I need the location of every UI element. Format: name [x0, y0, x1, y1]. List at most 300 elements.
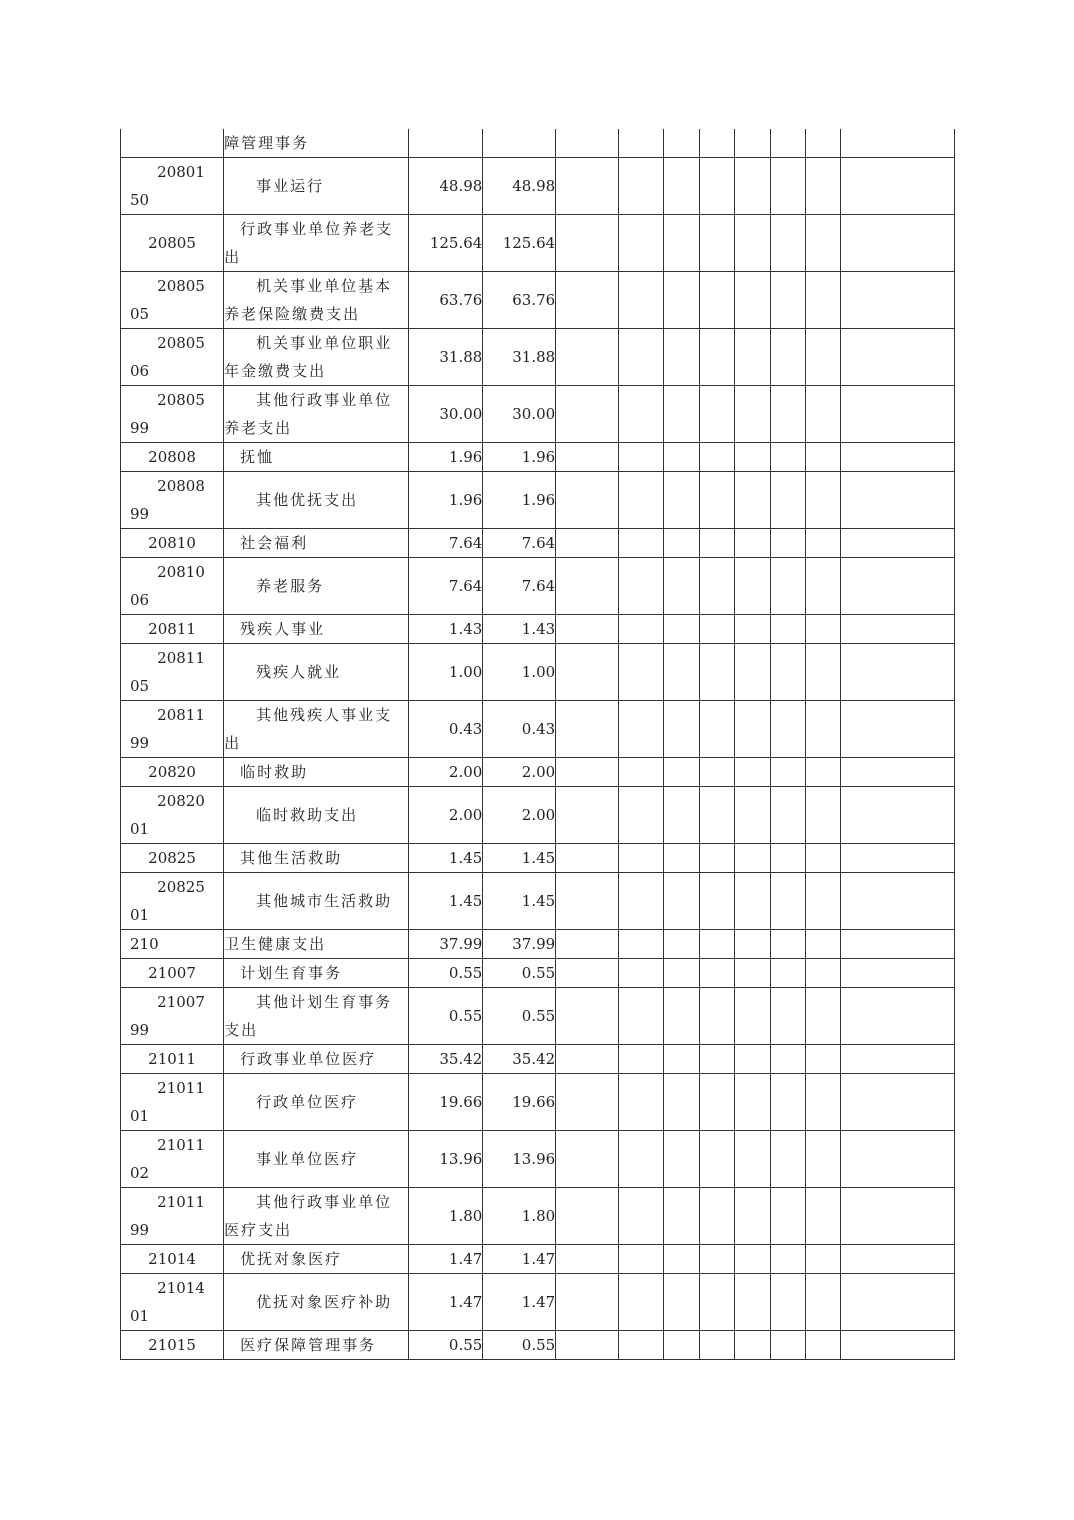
code-suffix: 06: [130, 362, 150, 380]
empty-cell: [618, 472, 664, 529]
empty-cell: [841, 472, 955, 529]
empty-cell: [841, 615, 955, 644]
empty-cell: [556, 158, 618, 215]
total-amount: 7.64: [409, 558, 483, 615]
table-row: [121, 1245, 955, 1274]
empty-cell: [556, 472, 618, 529]
item-name-cell: [224, 844, 409, 873]
empty-cell: [735, 701, 770, 758]
empty-cell: [806, 1331, 841, 1360]
total-amount: 1.47: [409, 1274, 483, 1331]
item-name: 其他行政事业单位医疗支出: [224, 1193, 393, 1239]
empty-cell: [841, 443, 955, 472]
empty-cell: [618, 1131, 664, 1188]
code-prefix: 20811: [157, 706, 205, 724]
empty-cell: [699, 1074, 734, 1131]
code-cell: [121, 329, 224, 386]
empty-cell: [556, 1274, 618, 1331]
code-suffix: 01: [130, 1307, 150, 1325]
empty-cell: [806, 1188, 841, 1245]
item-name-cell: [224, 215, 409, 272]
item-name-cell: [224, 1274, 409, 1331]
general-budget-amount: 1.47: [483, 1274, 556, 1331]
code-cell: [121, 844, 224, 873]
item-name: 优抚对象医疗补助: [256, 1293, 393, 1311]
empty-cell: [806, 1274, 841, 1331]
empty-cell: [556, 844, 618, 873]
total-amount: 7.64: [409, 529, 483, 558]
code-suffix: 02: [130, 1164, 150, 1182]
item-name-cell: [224, 1188, 409, 1245]
item-name-cell: [224, 386, 409, 443]
empty-cell: [699, 443, 734, 472]
empty-cell: [841, 787, 955, 844]
total-amount: 0.55: [409, 959, 483, 988]
empty-cell: [618, 959, 664, 988]
empty-cell: [806, 443, 841, 472]
empty-cell: [735, 988, 770, 1045]
item-name-cell: [224, 129, 409, 158]
code-cell: [121, 988, 224, 1045]
empty-cell: [735, 615, 770, 644]
empty-cell: [699, 758, 734, 787]
code-value: 20808: [148, 448, 196, 466]
code-cell: [121, 1188, 224, 1245]
code-value: 210: [130, 935, 159, 953]
empty-cell: [618, 844, 664, 873]
item-name: 临时救助: [240, 763, 309, 781]
empty-cell: [556, 1245, 618, 1274]
empty-cell: [664, 443, 699, 472]
empty-cell: [806, 873, 841, 930]
empty-cell: [806, 272, 841, 329]
empty-cell: [735, 1274, 770, 1331]
item-name-cell: [224, 1045, 409, 1074]
budget-table: [120, 129, 955, 1360]
empty-cell: [735, 1331, 770, 1360]
empty-cell: [699, 615, 734, 644]
empty-cell: [735, 386, 770, 443]
table-row: [121, 787, 955, 844]
empty-cell: [664, 959, 699, 988]
empty-cell: [556, 215, 618, 272]
total-amount: 1.80: [409, 1188, 483, 1245]
empty-cell: [556, 930, 618, 959]
empty-cell: [556, 959, 618, 988]
code-prefix: 20820: [157, 792, 205, 810]
item-name-cell: [224, 701, 409, 758]
empty-cell: [841, 930, 955, 959]
empty-cell: [841, 386, 955, 443]
empty-cell: [556, 1074, 618, 1131]
empty-cell: [806, 1074, 841, 1131]
empty-cell: [618, 1245, 664, 1274]
item-name: 其他残疾人事业支出: [224, 706, 393, 752]
item-name: 行政事业单位医疗: [240, 1050, 377, 1068]
empty-cell: [735, 644, 770, 701]
empty-cell: [770, 615, 805, 644]
empty-cell: [735, 1074, 770, 1131]
empty-cell: [699, 930, 734, 959]
item-name: 卫生健康支出: [224, 935, 327, 953]
empty-cell: [618, 1074, 664, 1131]
table-row: [121, 1074, 955, 1131]
item-name-cell: [224, 930, 409, 959]
empty-cell: [841, 959, 955, 988]
total-amount: 2.00: [409, 758, 483, 787]
total-amount: 30.00: [409, 386, 483, 443]
empty-cell: [841, 1188, 955, 1245]
empty-cell: [664, 1274, 699, 1331]
code-cell: [121, 529, 224, 558]
table-row: [121, 873, 955, 930]
empty-cell: [806, 615, 841, 644]
empty-cell: [770, 272, 805, 329]
empty-cell: [770, 129, 805, 158]
empty-cell: [556, 129, 618, 158]
empty-cell: [699, 1188, 734, 1245]
code-prefix: 20805: [157, 334, 205, 352]
empty-cell: [556, 873, 618, 930]
total-amount: 1.47: [409, 1245, 483, 1274]
empty-cell: [841, 129, 955, 158]
empty-cell: [841, 1245, 955, 1274]
general-budget-amount: 7.64: [483, 558, 556, 615]
empty-cell: [664, 873, 699, 930]
code-cell: [121, 558, 224, 615]
item-name: 养老服务: [256, 577, 325, 595]
code-cell: [121, 1245, 224, 1274]
empty-cell: [770, 158, 805, 215]
empty-cell: [699, 158, 734, 215]
code-prefix: 20805: [157, 277, 205, 295]
empty-cell: [770, 1045, 805, 1074]
empty-cell: [841, 1331, 955, 1360]
table-row: [121, 930, 955, 959]
table-row: [121, 472, 955, 529]
item-name: 其他城市生活救助: [256, 892, 393, 910]
empty-cell: [664, 1074, 699, 1131]
empty-cell: [735, 443, 770, 472]
code-value: 20805: [148, 234, 196, 252]
table-row: [121, 615, 955, 644]
total-amount: 13.96: [409, 1131, 483, 1188]
empty-cell: [664, 615, 699, 644]
empty-cell: [699, 873, 734, 930]
item-name-cell: [224, 1131, 409, 1188]
empty-cell: [618, 1188, 664, 1245]
empty-cell: [806, 129, 841, 158]
code-cell: [121, 701, 224, 758]
code-suffix: 99: [130, 419, 150, 437]
empty-cell: [699, 644, 734, 701]
empty-cell: [556, 1131, 618, 1188]
table-row: [121, 1045, 955, 1074]
empty-cell: [735, 215, 770, 272]
empty-cell: [556, 758, 618, 787]
empty-cell: [841, 558, 955, 615]
empty-cell: [699, 1131, 734, 1188]
code-suffix: 50: [130, 191, 150, 209]
table-row: [121, 701, 955, 758]
empty-cell: [699, 787, 734, 844]
code-value: 20811: [148, 620, 196, 638]
empty-cell: [735, 529, 770, 558]
code-prefix: 21007: [157, 993, 205, 1011]
total-amount: 1.96: [409, 443, 483, 472]
empty-cell: [735, 1245, 770, 1274]
empty-cell: [770, 959, 805, 988]
empty-cell: [699, 1245, 734, 1274]
empty-cell: [735, 959, 770, 988]
empty-cell: [618, 1331, 664, 1360]
item-name-cell: [224, 1331, 409, 1360]
item-name-cell: [224, 272, 409, 329]
empty-cell: [618, 386, 664, 443]
empty-cell: [664, 558, 699, 615]
empty-cell: [556, 644, 618, 701]
empty-cell: [618, 644, 664, 701]
general-budget-amount: 1.45: [483, 844, 556, 873]
general-budget-amount: 35.42: [483, 1045, 556, 1074]
table-row: [121, 644, 955, 701]
general-budget-amount: 125.64: [483, 215, 556, 272]
empty-cell: [806, 701, 841, 758]
empty-cell: [806, 529, 841, 558]
empty-cell: [664, 1131, 699, 1188]
empty-cell: [806, 329, 841, 386]
general-budget-amount: 2.00: [483, 758, 556, 787]
empty-cell: [664, 844, 699, 873]
code-cell: [121, 158, 224, 215]
item-name: 计划生育事务: [240, 964, 343, 982]
empty-cell: [664, 758, 699, 787]
item-name-cell: [224, 558, 409, 615]
general-budget-amount: [483, 129, 556, 158]
empty-cell: [841, 844, 955, 873]
empty-cell: [806, 386, 841, 443]
empty-cell: [664, 529, 699, 558]
empty-cell: [806, 1245, 841, 1274]
empty-cell: [664, 988, 699, 1045]
empty-cell: [770, 988, 805, 1045]
empty-cell: [735, 472, 770, 529]
total-amount: 0.55: [409, 988, 483, 1045]
code-suffix: 99: [130, 1221, 150, 1239]
empty-cell: [664, 787, 699, 844]
empty-cell: [664, 930, 699, 959]
total-amount: 19.66: [409, 1074, 483, 1131]
empty-cell: [664, 1245, 699, 1274]
code-cell: [121, 129, 224, 158]
empty-cell: [699, 1331, 734, 1360]
code-cell: [121, 472, 224, 529]
table-row: [121, 1188, 955, 1245]
item-name: 机关事业单位基本养老保险缴费支出: [224, 277, 393, 323]
general-budget-amount: 2.00: [483, 787, 556, 844]
general-budget-amount: 19.66: [483, 1074, 556, 1131]
empty-cell: [806, 215, 841, 272]
item-name-cell: [224, 644, 409, 701]
empty-cell: [699, 472, 734, 529]
empty-cell: [841, 1045, 955, 1074]
table-row: [121, 443, 955, 472]
table-row: [121, 758, 955, 787]
item-name: 残疾人就业: [256, 663, 342, 681]
total-amount: 2.00: [409, 787, 483, 844]
empty-cell: [770, 529, 805, 558]
code-cell: [121, 443, 224, 472]
empty-cell: [841, 215, 955, 272]
code-value: 21011: [148, 1050, 196, 1068]
empty-cell: [664, 644, 699, 701]
empty-cell: [806, 758, 841, 787]
empty-cell: [618, 558, 664, 615]
total-amount: 31.88: [409, 329, 483, 386]
empty-cell: [770, 1274, 805, 1331]
general-budget-amount: 1.47: [483, 1245, 556, 1274]
table-row: [121, 158, 955, 215]
general-budget-amount: 0.43: [483, 701, 556, 758]
code-cell: [121, 1331, 224, 1360]
empty-cell: [699, 959, 734, 988]
empty-cell: [770, 386, 805, 443]
code-cell: [121, 215, 224, 272]
item-name: 其他行政事业单位养老支出: [224, 391, 393, 437]
code-prefix: 20825: [157, 878, 205, 896]
item-name-cell: [224, 329, 409, 386]
empty-cell: [806, 787, 841, 844]
empty-cell: [699, 1045, 734, 1074]
code-cell: [121, 1131, 224, 1188]
empty-cell: [735, 873, 770, 930]
empty-cell: [806, 959, 841, 988]
empty-cell: [770, 443, 805, 472]
general-budget-amount: 37.99: [483, 930, 556, 959]
empty-cell: [770, 558, 805, 615]
item-name-cell: [224, 787, 409, 844]
total-amount: 1.45: [409, 844, 483, 873]
total-amount: 1.00: [409, 644, 483, 701]
code-value: 21014: [148, 1250, 196, 1268]
empty-cell: [664, 472, 699, 529]
empty-cell: [841, 529, 955, 558]
empty-cell: [770, 644, 805, 701]
code-cell: [121, 959, 224, 988]
item-name: 事业运行: [256, 177, 325, 195]
general-budget-amount: 7.64: [483, 529, 556, 558]
empty-cell: [664, 329, 699, 386]
table-row: [121, 386, 955, 443]
empty-cell: [841, 329, 955, 386]
total-amount: 125.64: [409, 215, 483, 272]
empty-cell: [770, 1245, 805, 1274]
empty-cell: [699, 558, 734, 615]
empty-cell: [770, 930, 805, 959]
empty-cell: [556, 329, 618, 386]
item-name: 其他优抚支出: [256, 491, 359, 509]
empty-cell: [735, 129, 770, 158]
item-name: 临时救助支出: [256, 806, 359, 824]
empty-cell: [618, 758, 664, 787]
general-budget-amount: 1.80: [483, 1188, 556, 1245]
code-suffix: 01: [130, 1107, 150, 1125]
empty-cell: [699, 844, 734, 873]
code-prefix: 21014: [157, 1279, 205, 1297]
code-prefix: 20801: [157, 163, 205, 181]
empty-cell: [556, 386, 618, 443]
total-amount: 1.43: [409, 615, 483, 644]
empty-cell: [770, 1331, 805, 1360]
code-cell: [121, 1045, 224, 1074]
code-cell: [121, 386, 224, 443]
item-name: 其他计划生育事务支出: [224, 993, 393, 1039]
empty-cell: [664, 1188, 699, 1245]
general-budget-amount: 1.96: [483, 443, 556, 472]
empty-cell: [556, 787, 618, 844]
empty-cell: [841, 158, 955, 215]
item-name: 障管理事务: [224, 134, 310, 152]
general-budget-amount: 1.00: [483, 644, 556, 701]
code-suffix: 99: [130, 505, 150, 523]
total-amount: 63.76: [409, 272, 483, 329]
table-row: [121, 558, 955, 615]
table-body: [121, 129, 955, 1360]
empty-cell: [735, 1045, 770, 1074]
code-cell: [121, 758, 224, 787]
table-row: [121, 1331, 955, 1360]
empty-cell: [806, 844, 841, 873]
table-row: [121, 1274, 955, 1331]
empty-cell: [556, 988, 618, 1045]
table-row: [121, 988, 955, 1045]
code-cell: [121, 644, 224, 701]
table-row: [121, 959, 955, 988]
code-prefix: 21011: [157, 1136, 205, 1154]
empty-cell: [806, 1131, 841, 1188]
empty-cell: [735, 1131, 770, 1188]
empty-cell: [618, 158, 664, 215]
empty-cell: [841, 758, 955, 787]
empty-cell: [770, 329, 805, 386]
code-value: 21015: [148, 1336, 196, 1354]
item-name: 机关事业单位职业年金缴费支出: [224, 334, 393, 380]
code-suffix: 01: [130, 820, 150, 838]
empty-cell: [618, 129, 664, 158]
empty-cell: [618, 873, 664, 930]
code-suffix: 01: [130, 906, 150, 924]
table-row: [121, 529, 955, 558]
general-budget-amount: 48.98: [483, 158, 556, 215]
empty-cell: [699, 129, 734, 158]
empty-cell: [618, 988, 664, 1045]
empty-cell: [556, 272, 618, 329]
empty-cell: [735, 844, 770, 873]
general-budget-amount: 0.55: [483, 988, 556, 1045]
empty-cell: [618, 529, 664, 558]
item-name-cell: [224, 615, 409, 644]
item-name-cell: [224, 472, 409, 529]
general-budget-amount: 0.55: [483, 1331, 556, 1360]
total-amount: 0.55: [409, 1331, 483, 1360]
empty-cell: [664, 1331, 699, 1360]
empty-cell: [556, 529, 618, 558]
empty-cell: [556, 1188, 618, 1245]
empty-cell: [770, 844, 805, 873]
code-prefix: 21011: [157, 1193, 205, 1211]
empty-cell: [806, 644, 841, 701]
empty-cell: [770, 1074, 805, 1131]
